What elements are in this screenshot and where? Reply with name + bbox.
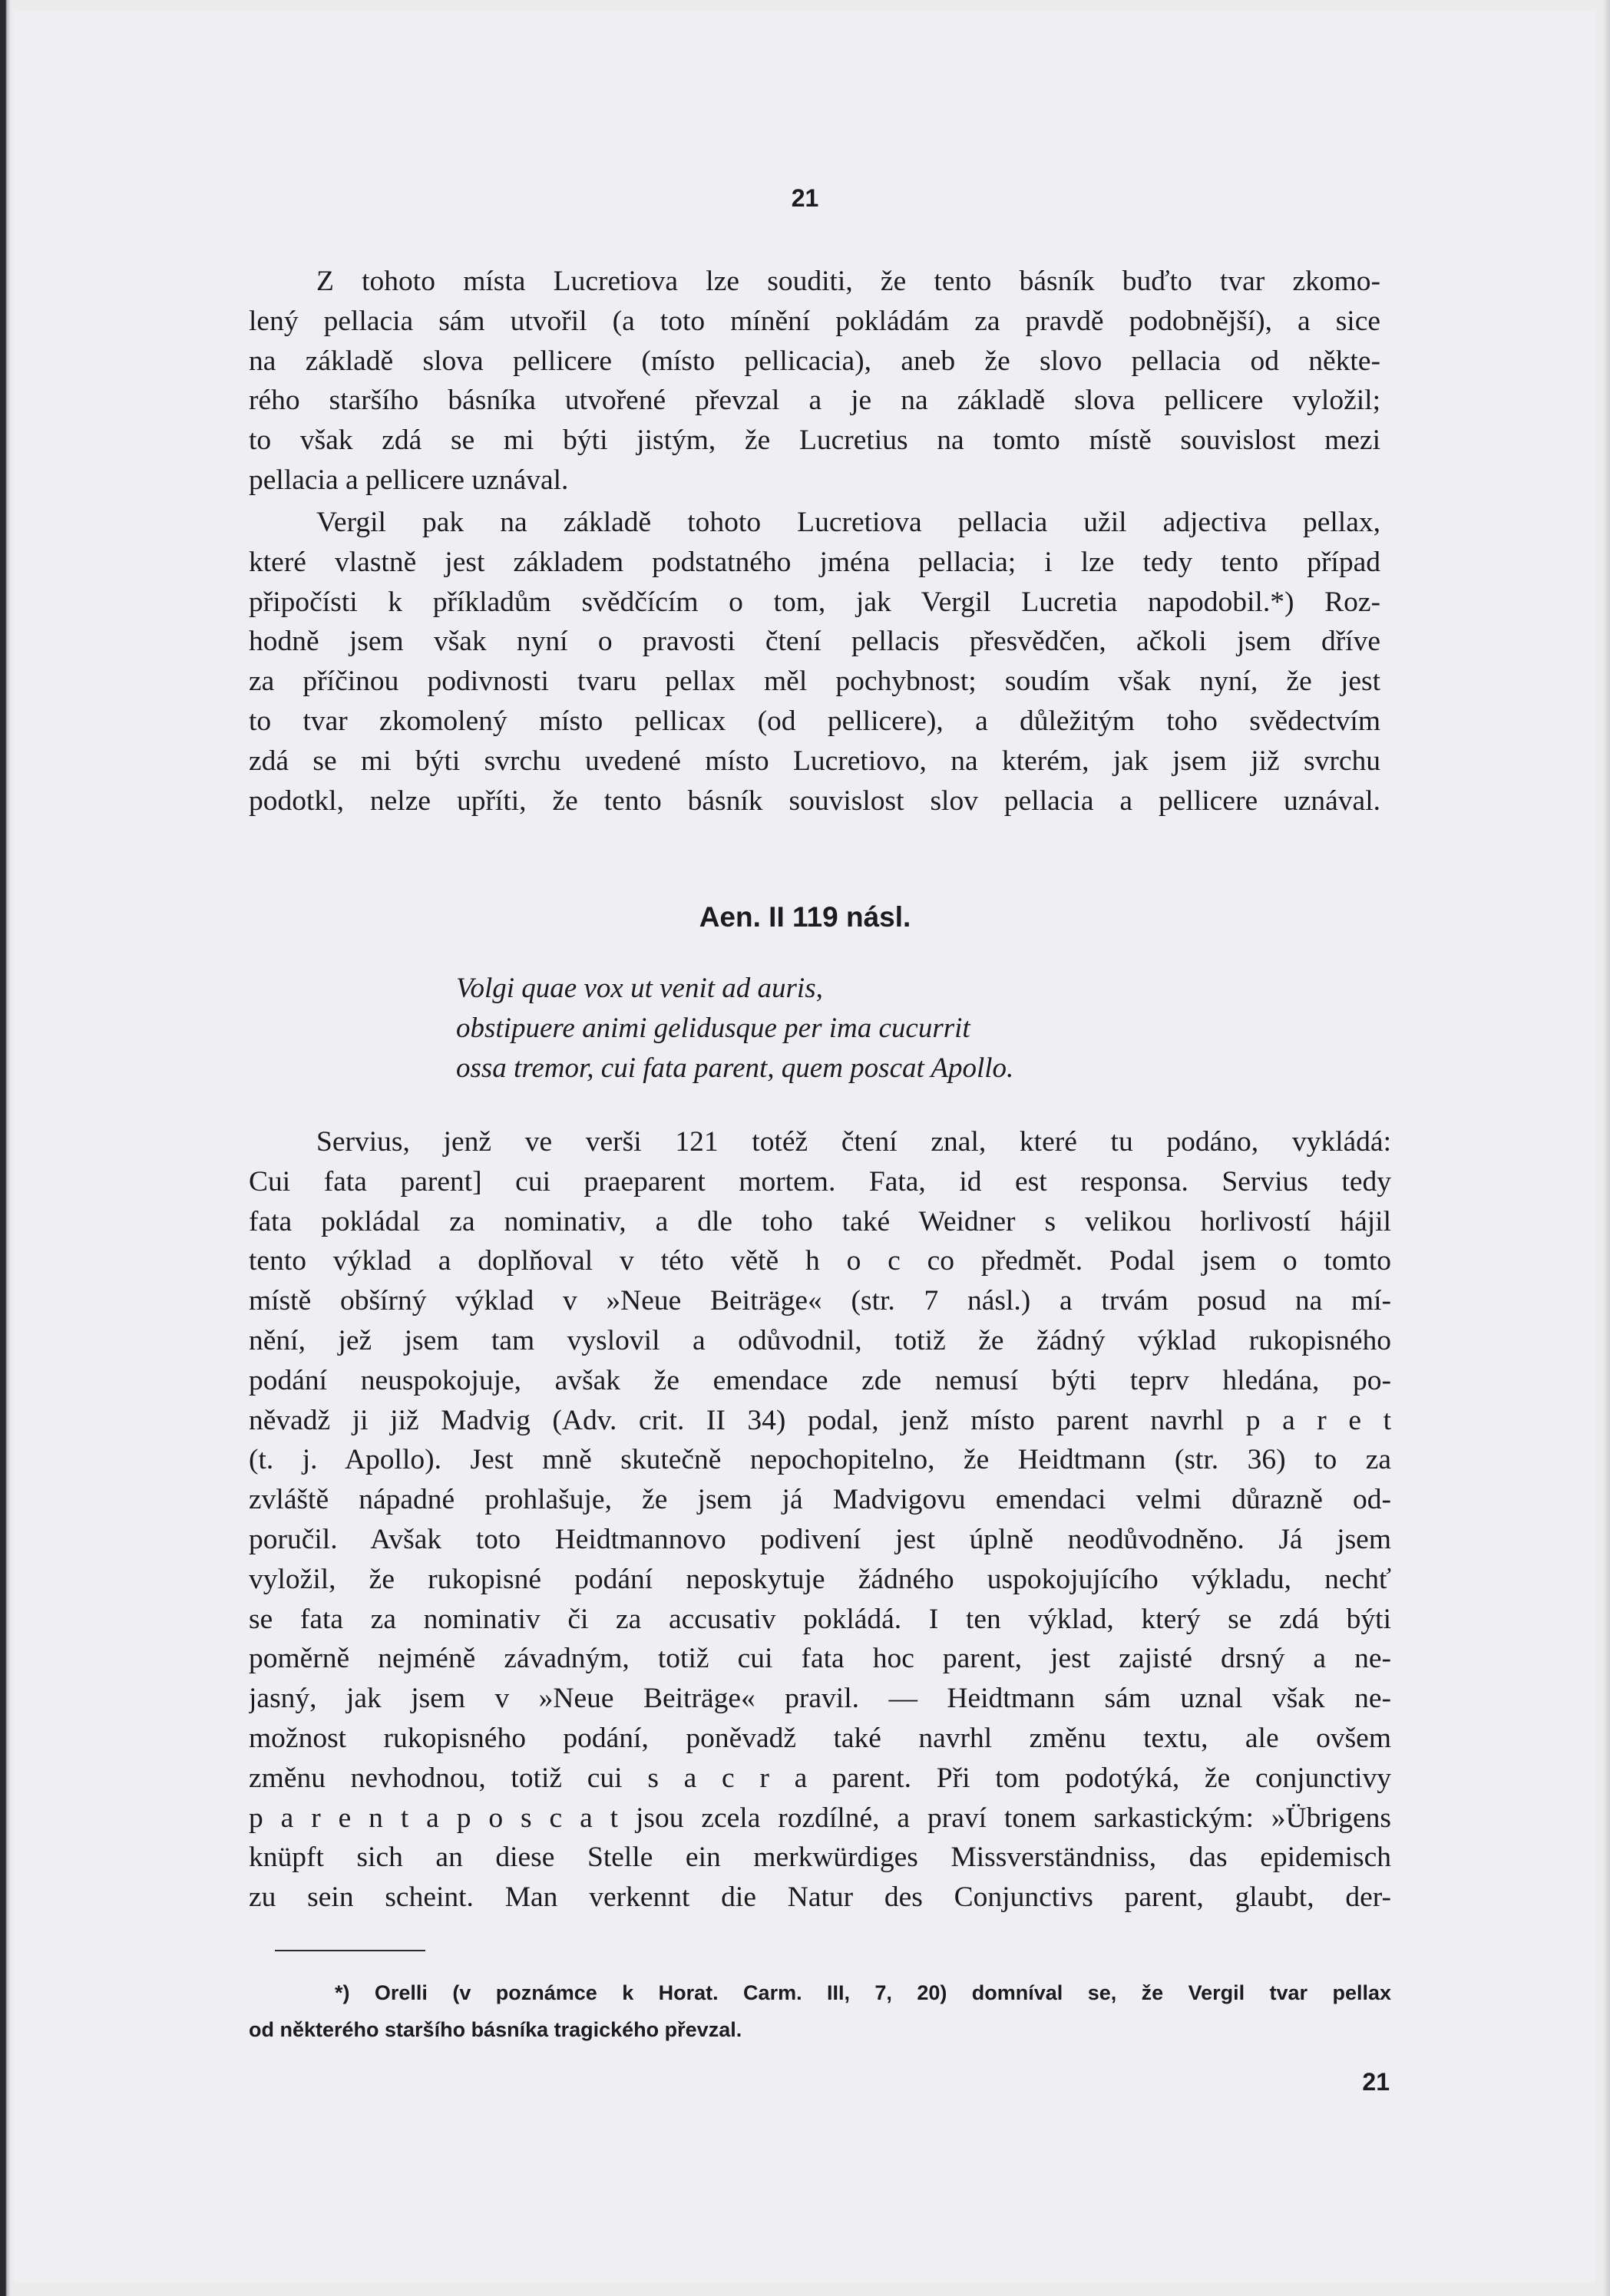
paragraph-3 [249, 1122, 1391, 1918]
verse-line: obstipuere animi gelidusque per ima cucurrit [456, 1013, 970, 1044]
verse-line: ossa tremor, cui fata parent, quem poscat Apollo. [456, 1052, 1014, 1084]
text-line: za příčinou podivnosti tvaru pellax měl pochybnost; soudím však nyní, že jest [249, 666, 1380, 698]
footnote-rule [275, 1950, 425, 1951]
text-line: hodně jsem však nyní o pravosti čtení pellacis přesvědčen, ačkoli jsem dříve [249, 626, 1380, 658]
text-line: tento výklad a doplňoval v této větě h o c co předmět. Podal jsem o tomto [249, 1245, 1391, 1277]
text-line: poručil. Avšak toto Heidtmannovo podivení jest úplně neodůvodněno. Já jsem [249, 1523, 1391, 1555]
text-line: možnost rukopisného podání, poněvadž také navrhl změnu textu, ale ovšem [249, 1722, 1391, 1754]
text-line: zvláště nápadné prohlašuje, že jsem já Madvigovu emendaci velmi důrazně od- [249, 1484, 1391, 1516]
page-number-bottom: 21 [1362, 2068, 1390, 2096]
paragraph-2 [249, 503, 1380, 821]
text-line: podání neuspokojuje, avšak že emendace zde nemusí býti teprv hledána, po- [249, 1364, 1391, 1396]
binding-edge [0, 0, 11, 2296]
text-line: rého staršího básníka utvořené převzal a je na základě slova pellicere vyložil; [249, 385, 1380, 417]
text-line: podotkl, nelze upříti, že tento básník souvislost slov pellacia a pellicere uznával. [249, 785, 1380, 817]
text-line: na základě slova pellicere (místo pellicacia), aneb že slovo pellacia od někte- [249, 345, 1380, 377]
footnote-line: od některého staršího básníka tragického převzal. [249, 2018, 742, 2041]
text-line: místě obšírný výklad v »Neue Beiträge« (str. 7 násl.) a trvám posud na mí- [249, 1285, 1391, 1317]
text-line: poměrně nejméně závadným, totiž cui fata hoc parent, jest zajisté drsný a ne- [249, 1643, 1391, 1675]
right-edge [1602, 0, 1610, 2296]
text-line: zu sein scheint. Man verkennt die Natur des Conjunctivs parent, glaubt, der- [249, 1881, 1391, 1914]
text-line: Vergil pak na základě tohoto Lucretiova pellacia užil adjectiva pellax, [316, 507, 1380, 538]
text-line: to však zdá se mi býti jistým, že Lucretius na tomto místě souvislost mezi [249, 425, 1380, 457]
text-line: to tvar zkomolený místo pellicax (od pellicere), a důležitým toho svědectvím [249, 705, 1380, 737]
text-line: vyložil, že rukopisné podání neposkytuje žádného uspokojujícího výkladu, nechť [249, 1563, 1391, 1595]
text-line: které vlastně jest základem podstatného jména pellacia; i lze tedy tento případ [249, 546, 1380, 578]
text-line: knüpft sich an diese Stelle ein merkwürdiges Missverständniss, das epidemisch [249, 1842, 1391, 1874]
text-line: (t. j. Apollo). Jest mně skutečně nepochopitelno, že Heidtmann (str. 36) to za [249, 1444, 1391, 1476]
text-line: Cui fata parent] cui praeparent mortem. Fata, id est responsa. Servius tedy [249, 1165, 1391, 1198]
text-line: změnu nevhodnou, totiž cui s a c r a parent. Při tom podotýká, že conjunctivy [249, 1762, 1391, 1794]
text-line: Servius, jenž ve verši 121 totéž čtení znal, které tu podáno, vykládá: [316, 1126, 1391, 1158]
footnote-line: *) Orelli (v poznámce k Horat. Carm. III, 7, 20) domníval se, že Vergil tvar pellax [335, 1981, 1391, 2004]
text-line: nění, jež jsem tam vyslovil a odůvodnil, totiž že žádný výklad rukopisného [249, 1324, 1391, 1356]
verse-quote [456, 969, 1013, 1089]
text-line: Z tohoto místa Lucretiova lze souditi, že tento básník buďto tvar zkomo- [316, 266, 1380, 297]
text-line: fata pokládal za nominativ, a dle toho také Weidner s velikou horlivostí hájil [249, 1205, 1391, 1237]
text-line: jasný, jak jsem v »Neue Beiträge« pravil. — Heidtmann sám uznal však ne- [249, 1683, 1391, 1715]
footnote [249, 1974, 1391, 2048]
section-heading: Aen. II 119 násl. [699, 901, 911, 933]
paragraph-1 [249, 262, 1380, 500]
text-line: p a r e n t a p o s c a t jsou zcela rozdílné, a praví tonem sarkastickým: »Übrigens [249, 1802, 1391, 1834]
text-line: lený pellacia sám utvořil (a toto mínění pokládám za pravdě podobnější), a sice [249, 305, 1380, 337]
text-line: něvadž ji již Madvig (Adv. crit. II 34) podal, jenž místo parent navrhl p a r e t [249, 1404, 1391, 1436]
text-line: se fata za nominativ či za accusativ pokládá. I ten výklad, který se zdá býti [249, 1603, 1391, 1635]
text-line: připočísti k příkladům svědčícím o tom, jak Vergil Lucretia napodobil.*) Roz- [249, 586, 1380, 618]
verse-line: Volgi quae vox ut venit ad auris, [456, 973, 823, 1004]
page-number-top: 21 [791, 184, 819, 212]
text-line: pellacia a pellicere uznával. [249, 464, 569, 496]
text-line: zdá se mi býti svrchu uvedené místo Lucretiovo, na kterém, jak jsem již svrchu [249, 745, 1380, 777]
